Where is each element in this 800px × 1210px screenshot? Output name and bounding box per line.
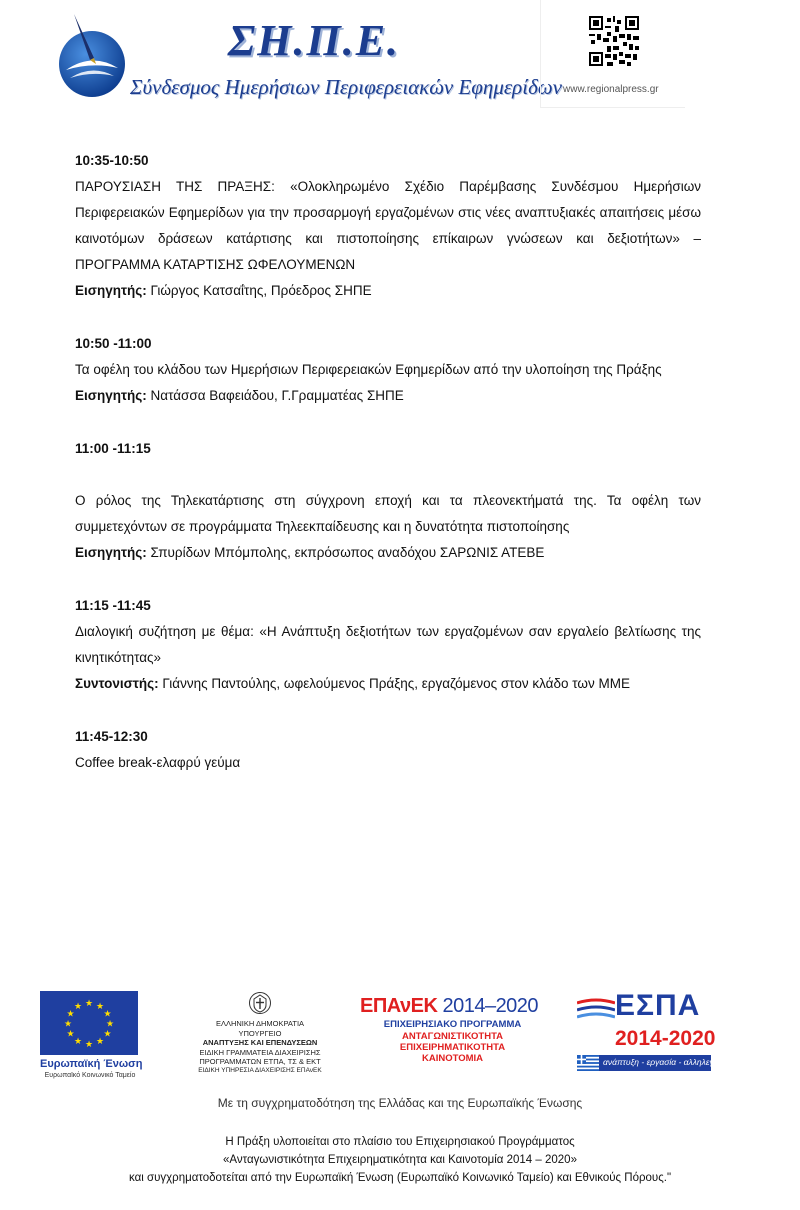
epanek-line: ΕΠΙΧΕΙΡΗΜΑΤΙΚΟΤΗΤΑ [399,1042,506,1053]
speaker-role-label: Συντονιστής: [75,676,159,691]
svg-text:★: ★ [103,1029,112,1040]
espa-name: ΕΣΠΑ [615,989,701,1022]
eu-flag-icon [40,991,138,1055]
epanek-title [360,995,545,1018]
epanek-line: ΑΝΤΑΓΩΝΙΣΤΙΚΟΤΗΤΑ [401,1031,504,1042]
program-note-line: και συγχρηματοδοτείται από την Ευρωπαϊκή Ένωση (Ευρωπαϊκό Κοινωνικό Ταμείο) και Εθνικούς Πόρους." [128,1172,672,1184]
svg-text:★: ★ [73,1037,83,1047]
svg-text:★: ★ [95,1037,105,1047]
session-description: Τα οφέλη του κλάδου των Ημερήσιων Περιφερειακών Εφημερίδων από την υλοποίηση της Πράξης [75,362,662,377]
ministry-line: ΕΛΛΗΝΙΚΗ ΔΗΜΟΚΡΑΤΙΑ [215,1019,305,1028]
speaker-name: Νατάσσα Βαφειάδου, Γ.Γραμματέας ΣΗΠΕ [146,388,404,403]
agenda-session [75,436,701,566]
svg-text:★: ★ [103,1009,112,1020]
org-abbreviation: ΣΗ.Π.Ε. [228,16,401,65]
program-note-line: «Ανταγωνιστικότητα Επιχειρηματικότητα και Καινοτομία 2014 – 2020» [223,1154,577,1166]
agenda-session [75,593,701,697]
greek-emblem-icon [248,991,272,1015]
epanek-logo [360,995,545,1075]
epanek-years: 2014–2020 [437,995,539,1017]
ministry-line: ΠΡΟΓΡΑΜΜΑΤΩΝ ΕΤΠΑ, ΤΣ & ΕΚΤ [199,1057,321,1066]
svg-text:★: ★ [66,1009,75,1020]
eu-logo [40,991,143,1079]
session-description: Ο ρόλος της Τηλεκατάρτισης στη σύγχρονη εποχή και τα πλεονεκτήματά της. Τα οφέλη των συμμετεχόντων σε προγράμματα Τηλεεκπαίδευσης και η δυνατότητα πιστοποίησης [75,493,701,534]
session-time: 11:00 -11:15 [75,441,151,456]
ministry-line: ΑΝΑΠΤΥΞΗΣ ΚΑΙ ΕΠΕΝΔΥΣΕΩΝ [202,1038,318,1047]
website-url: www.regionalpress.gr [563,84,659,95]
espa-logo [573,989,728,1077]
session-speaker [75,278,701,304]
svg-text:★: ★ [84,999,94,1009]
cofunding-statement: Με τη συγχρηματοδότηση της Ελλάδας και της Ευρωπαϊκής Ένωσης [217,1096,583,1110]
session-speaker [75,540,701,566]
speaker-role-label: Εισηγητής: [75,545,147,560]
session-description: ΠΑΡΟΥΣΙΑΣΗ ΤΗΣ ΠΡΑΞΗΣ: «Ολοκληρωμένο Σχέδιο Παρέμβασης Συνδέσμου Ημερήσιων Περιφερειακών Εφημερίδων για την προσαρμογή εργαζομένων στις νέες αναπτυξιακές απαιτήσεις μέσω καινοτόμων δράσεων κατάρτισης και πιστοποίησης επίκαιρων γνώσεων και δεξιοτήτων» – ΠΡΟΓΡΑΜΜΑ ΚΑΤΑΡΤΙΣΗΣ ΩΦΕΛΟΥΜΕΝΩΝ [75,179,701,272]
agenda [75,148,701,803]
speaker-role-label: Εισηγητής: [75,388,147,403]
greek-flag-icon [577,1055,599,1071]
greek-ministry-logo [180,991,340,1081]
epanek-line: ΚΑΙΝΟΤΟΜΙΑ [421,1053,484,1064]
header-contact-box [540,0,685,108]
session-time: 11:45-12:30 [75,729,148,744]
session-time: 10:35-10:50 [75,153,149,168]
epanek-line: ΕΠΙΧΕΙΡΗΣΙΑΚΟ ΠΡΟΓΡΑΜΜΑ [383,1019,522,1030]
svg-text:★: ★ [84,1040,94,1050]
regional-press-logo-icon [52,8,132,100]
speaker-role-label: Εισηγητής: [75,283,147,298]
agenda-session [75,724,701,776]
session-time: 11:15 -11:45 [75,598,151,613]
session-speaker [75,383,701,409]
agenda-session [75,148,701,304]
svg-text:★: ★ [73,1002,83,1012]
speaker-name: Γιάννης Παντούλης, ωφελούμενος Πράξης, εργαζόμενος στον κλάδο των ΜΜΕ [158,676,630,691]
sponsor-logos [0,985,800,1080]
eu-fund-name: Ευρωπαϊκό Κοινωνικό Ταμείο [44,1072,136,1079]
qr-code-icon [589,16,639,66]
session-speaker [75,671,701,697]
speaker-name: Σπυρίδων Μπόμπολης, εκπρόσωπος αναδόχου ΣΑΡΩΝΙΣ ΑΤΕΒΕ [146,545,545,560]
speaker-name: Γιώργος Κατσαΐτης, Πρόεδρος ΣΗΠΕ [146,283,372,298]
program-note-line: Η Πράξη υλοποιείται στο πλαίσιο του Επιχειρησιακού Προγράμματος [225,1136,575,1148]
epanek-name: ΕΠΑνΕΚ [360,995,438,1017]
session-description: Διαλογική συζήτηση με θέμα: «Η Ανάπτυξη δεξιοτήτων των εργαζομένων σαν εργαλείο βελτίωσης της κινητικότητας» [75,624,701,665]
ministry-line: ΕΙΔΙΚΗ ΓΡΑΜΜΑΤΕΙΑ ΔΙΑΧΕΙΡΙΣΗΣ [199,1048,321,1057]
ministry-line: ΥΠΟΥΡΓΕΙΟ [238,1029,282,1038]
org-full-name: Σύνδεσμος Ημερήσιων Περιφερειακών Εφημερίδων [130,75,562,99]
svg-text:★: ★ [66,1029,75,1040]
page-header [0,0,800,110]
espa-years: 2014-2020 [615,1027,716,1050]
svg-text:★: ★ [63,1019,73,1030]
espa-motto: ανάπτυξη - εργασία - αλληλεγγύη [603,1057,728,1067]
svg-text:★: ★ [95,1002,105,1012]
eu-name: Ευρωπαϊκή Ένωση [40,1058,143,1070]
espa-stripes-icon [577,997,615,1023]
session-description: Coffee break-ελαφρύ γεύμα [75,755,241,770]
agenda-session [75,331,701,409]
session-time: 10:50 -11:00 [75,336,152,351]
svg-text:★: ★ [105,1019,115,1030]
ministry-line: ΕΙΔΙΚΗ ΥΠΗΡΕΣΙΑ ΔΙΑΧΕΙΡΙΣΗΣ ΕΠΑνΕΚ [198,1067,322,1074]
